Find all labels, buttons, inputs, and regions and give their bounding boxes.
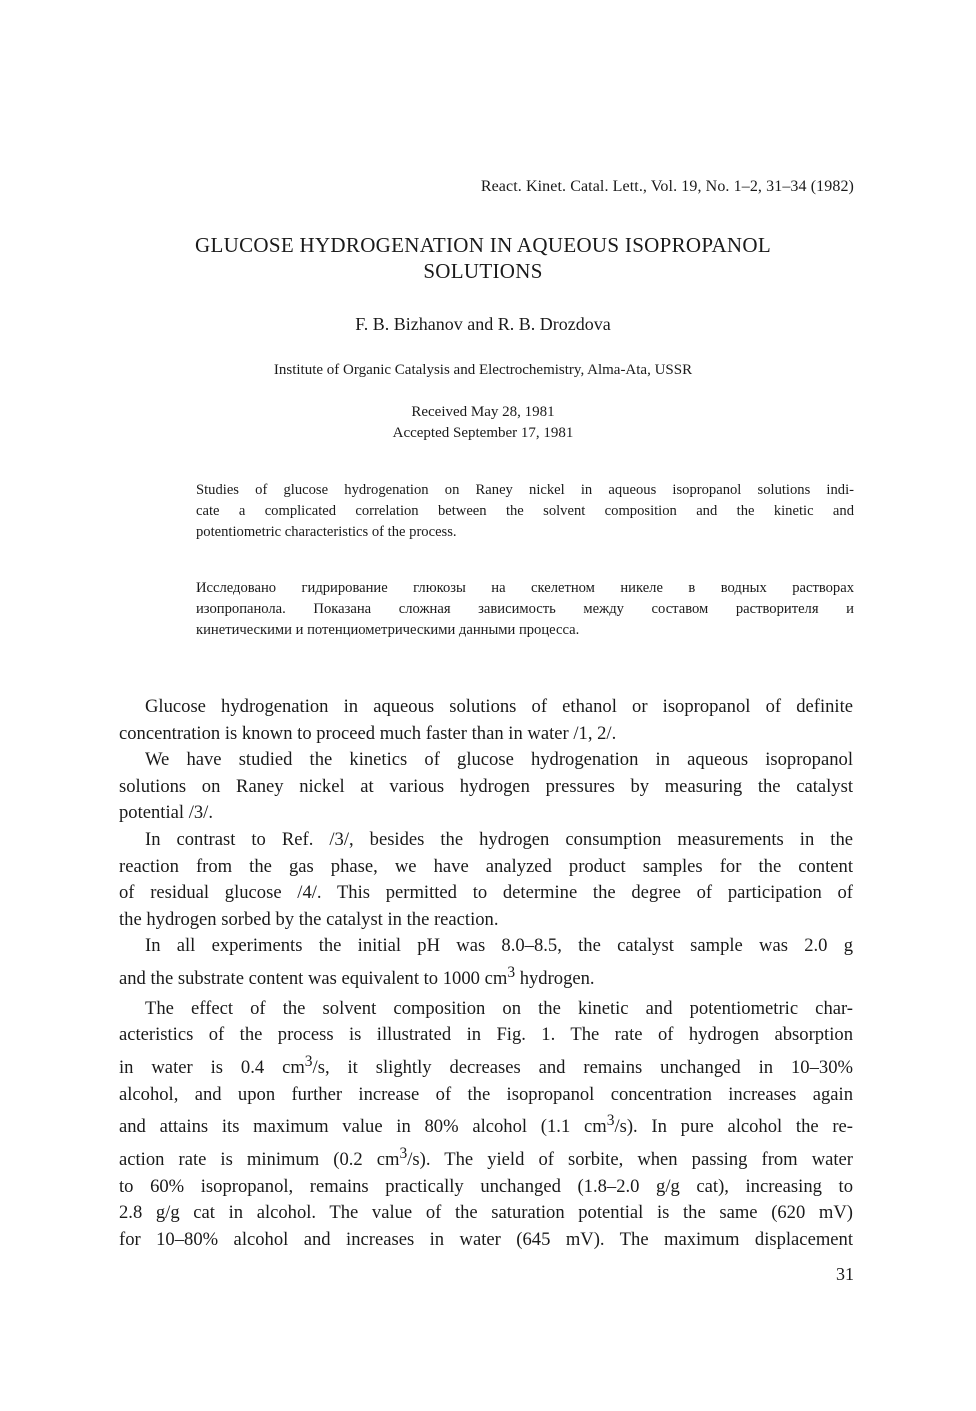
body-line: 2.8 g/g cat in alcohol. The value of the saturation potential is the same (620 mV) — [119, 1202, 853, 1224]
body-line — [119, 960, 853, 993]
body-line: alcohol, and upon further increase of the isopropanol concentration increases again — [119, 1083, 853, 1105]
submission-dates — [0, 402, 966, 444]
journal-citation: React. Kinet. Catal. Lett., Vol. 19, No. 1–2, 31–34 (1982) — [480, 178, 854, 195]
paragraph-5 — [119, 996, 853, 1254]
text-run: action rate is minimum (0.2 cm — [119, 1149, 400, 1171]
superscript: 3 — [507, 963, 516, 981]
abstract-line: cate a complicated correlation between the solvent composition and the kinetic and — [196, 503, 854, 519]
superscript: 3 — [399, 1145, 408, 1163]
text-run: and attains its maximum value in 80% alcohol (1.1 cm — [119, 1116, 607, 1138]
text-run: in water is 0.4 cm — [119, 1057, 305, 1079]
body-line: acteristics of the process is illustrated in Fig. 1. The rate of hydrogen absorption — [119, 1024, 853, 1046]
superscript: 3 — [304, 1052, 313, 1070]
received-date: Received May 28, 1981 — [411, 404, 555, 420]
text-run: /s). In pure alcohol the re- — [614, 1116, 853, 1138]
title-line: GLUCOSE HYDROGENATION IN AQUEOUS ISOPROPANOL — [195, 233, 771, 257]
body-line — [119, 1141, 853, 1174]
body-line: concentration is known to proceed much faster than in water /1, 2/. — [119, 722, 617, 744]
abstract-russian — [196, 578, 854, 641]
body-line — [119, 1108, 853, 1141]
body-line: the hydrogen sorbed by the catalyst in the reaction. — [119, 908, 499, 930]
paragraph-4 — [119, 933, 853, 992]
article-title — [120, 232, 846, 284]
paragraph-3 — [119, 827, 853, 933]
body-line: In all experiments the initial pH was 8.0–8.5, the catalyst sample was 2.0 g — [145, 935, 853, 957]
abstract-line: potentiometric characteristics of the process. — [196, 524, 457, 540]
body-line: The effect of the solvent composition on the kinetic and potentiometric char- — [145, 997, 853, 1019]
superscript: 3 — [606, 1112, 615, 1130]
page-number: 31 — [836, 1264, 854, 1284]
title-line: SOLUTIONS — [423, 259, 543, 283]
body-line: Glucose hydrogenation in aqueous solutions of ethanol or isopropanol of definite — [145, 696, 853, 717]
affiliation: Institute of Organic Catalysis and Electrochemistry, Alma-Ata, USSR — [273, 362, 693, 378]
text-run: /s, it slightly decreases and remains unchanged in 10–30% — [312, 1057, 853, 1079]
accepted-date: Accepted September 17, 1981 — [392, 425, 574, 441]
body-line: reaction from the gas phase, we have analyzed product samples for the content — [119, 855, 853, 877]
abstract-line: кинетическими и потенциометрическими данными процесса. — [196, 622, 580, 638]
body-line: solutions on Raney nickel at various hydrogen pressures by measuring the catalyst — [119, 775, 853, 797]
body-line: potential /3/. — [119, 802, 213, 824]
authors: F. B. Bizhanov and R. B. Drozdova — [355, 314, 611, 334]
body-text — [119, 694, 853, 1254]
body-line: of residual glucose /4/. This permitted to determine the degree of participation of — [119, 882, 853, 904]
body-line: In contrast to Ref. /3/, besides the hydrogen consumption measurements in the — [145, 828, 853, 850]
body-line: We have studied the kinetics of glucose hydrogenation in aqueous isopropanol — [145, 749, 853, 771]
body-line — [119, 1049, 853, 1082]
abstract-line: Studies of glucose hydrogenation on Raney nickel in aqueous isopropanol solutions indi- — [196, 482, 854, 498]
body-line: to 60% isopropanol, remains practically unchanged (1.8–2.0 g/g cat), increasing to — [119, 1175, 853, 1197]
text-run: and the substrate content was equivalent to 1000 cm — [119, 968, 508, 990]
abstract-english — [196, 480, 854, 543]
abstract-line: изопропанола. Показана сложная зависимость между составом растворителя и — [196, 601, 854, 617]
text-run: /s). The yield of sorbite, when passing from water — [407, 1149, 853, 1171]
abstract-line: Исследовано гидрирование глюкозы на скелетном никеле в водных растворах — [196, 580, 854, 596]
text-run: hydrogen. — [515, 968, 595, 990]
paragraph-1 — [119, 694, 853, 747]
body-line: for 10–80% alcohol and increases in water (645 mV). The maximum displacement — [119, 1229, 853, 1251]
paragraph-2 — [119, 747, 853, 827]
